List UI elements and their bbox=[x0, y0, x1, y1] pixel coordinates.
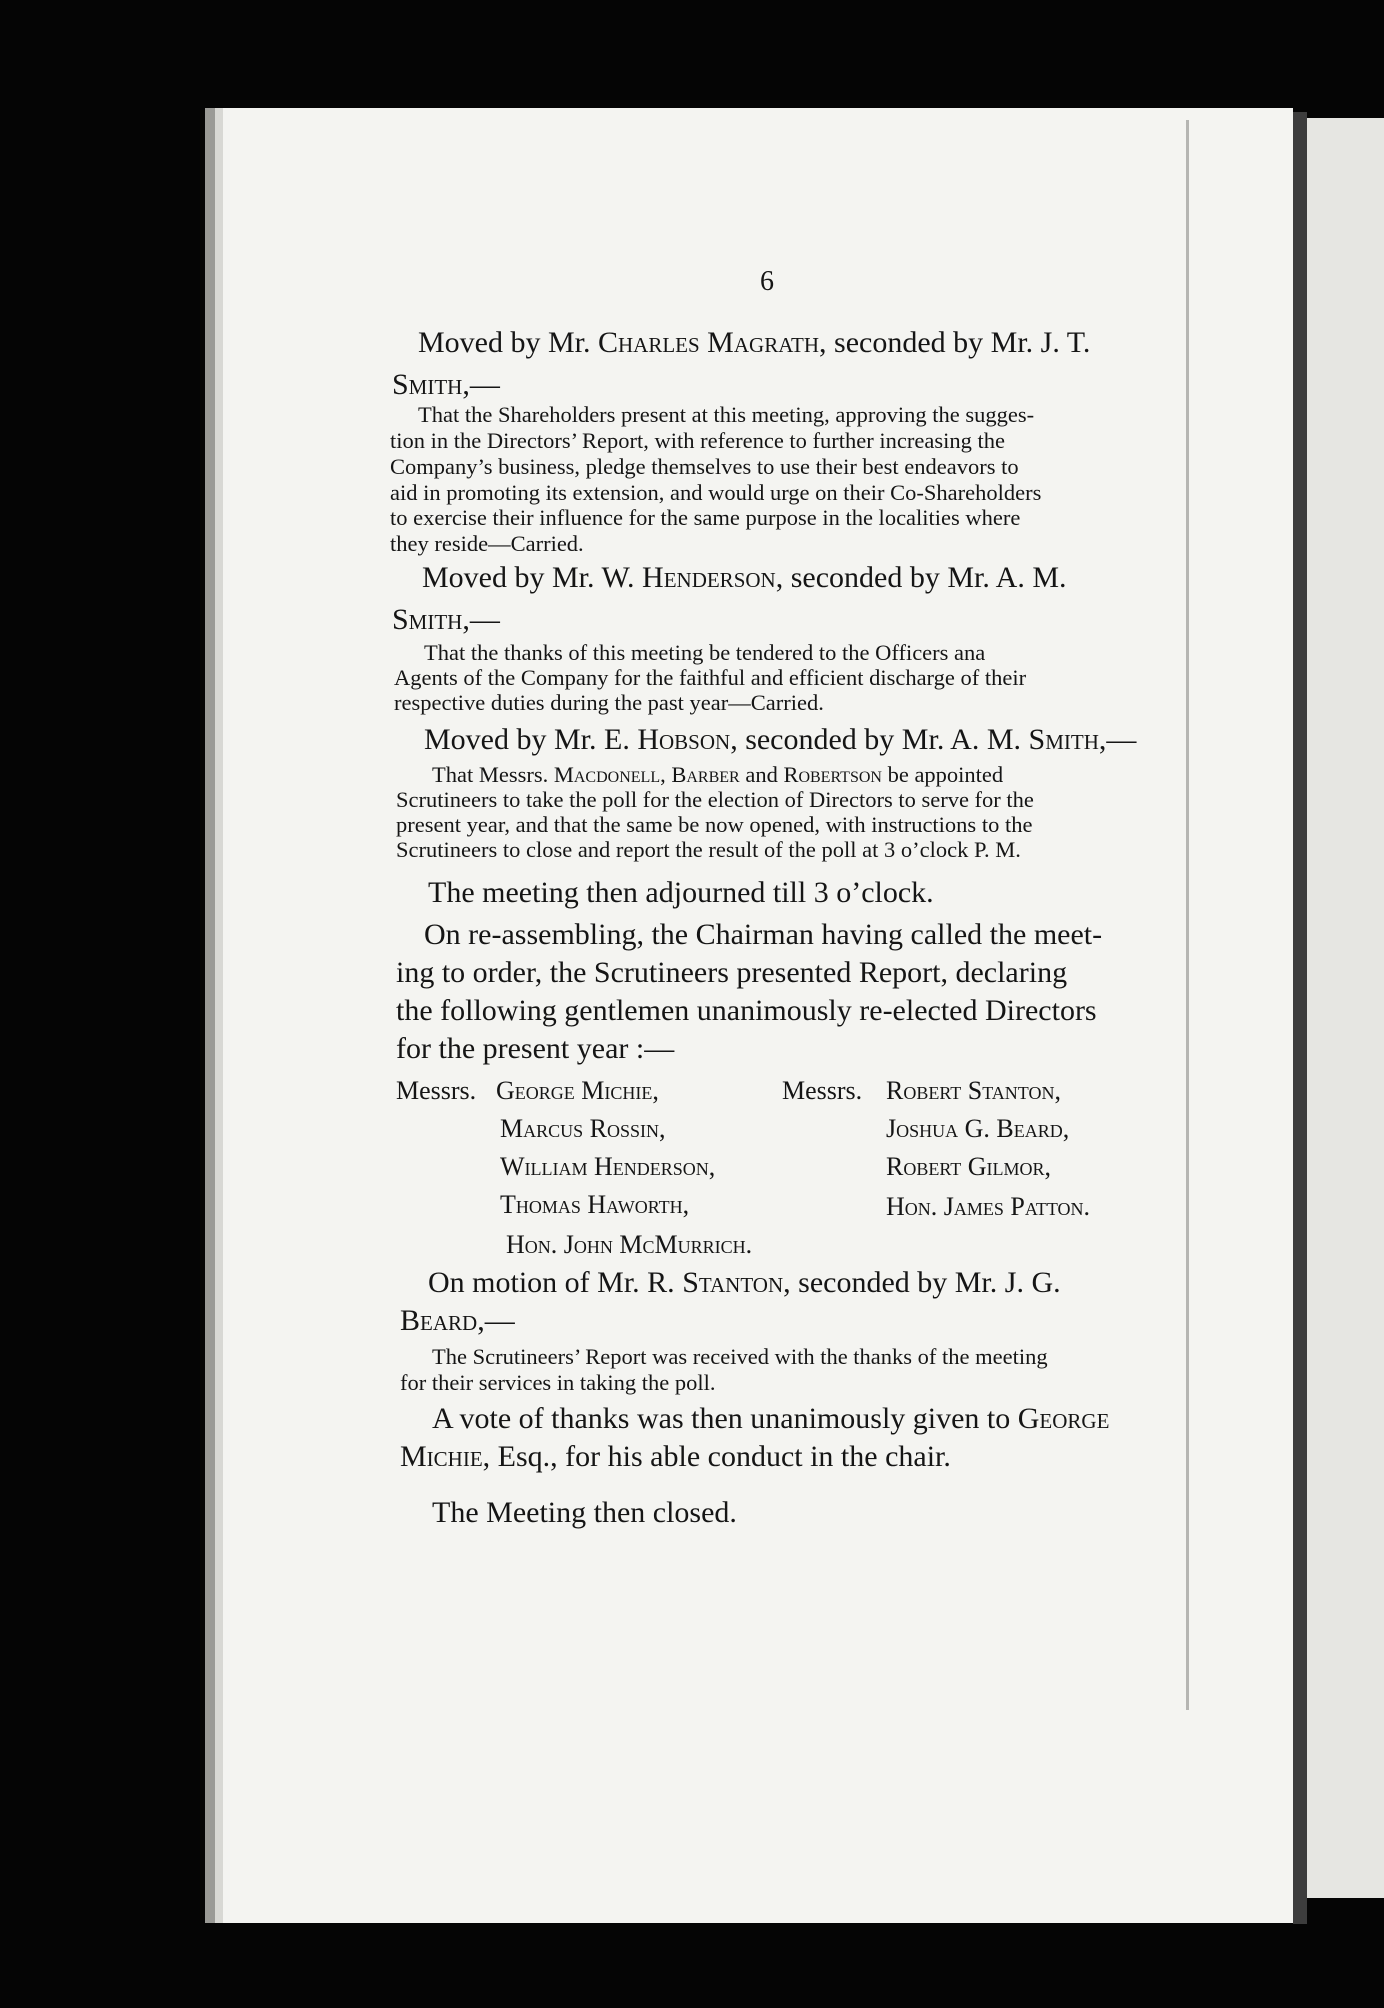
margin-rule bbox=[1186, 120, 1189, 1710]
motion-1-resolution-line: to exercise their influence for the same purpose in the localities where bbox=[390, 505, 1021, 530]
adjacent-page-edge bbox=[1307, 118, 1384, 1898]
motion-3-resolution-line: That Messrs. Macdonell, Barber and Robertson be appointed bbox=[432, 762, 1004, 787]
motion-4-resolution-line: The Scrutineers’ Report was received with the thanks of the meeting bbox=[432, 1344, 1048, 1369]
motion-4-resolution-line: for their services in taking the poll. bbox=[400, 1370, 716, 1395]
director-name: Robert Gilmor, bbox=[886, 1152, 1052, 1181]
motion-2-resolution-line: That the thanks of this meeting be tendered to the Officers ana bbox=[424, 640, 986, 665]
vote-of-thanks-line: A vote of thanks was then unanimously given to George bbox=[432, 1402, 1110, 1435]
director-name: William Henderson, bbox=[500, 1152, 716, 1181]
motion-4-heading: On motion of Mr. R. Stanton, seconded by Mr. J. G. bbox=[428, 1266, 1061, 1299]
page-number: 6 bbox=[760, 266, 774, 297]
motion-3-resolution-line: present year, and that the same be now opened, with instructions to the bbox=[396, 812, 1033, 837]
motion-3-heading: Moved by Mr. E. Hobson, seconded by Mr. A. M. Smith,— bbox=[424, 723, 1137, 756]
director-name: Marcus Rossin, bbox=[500, 1114, 666, 1143]
directors-prefix-right: Messrs. bbox=[782, 1076, 863, 1105]
motion-3-resolution-line: Scrutineers to close and report the result of the poll at 3 o’clock P. M. bbox=[396, 837, 1021, 862]
motion-2-resolution-line: Agents of the Company for the faithful and efficient discharge of their bbox=[394, 665, 1027, 690]
motion-1-seconder: Smith,— bbox=[392, 368, 500, 401]
page-edge-shadow bbox=[1293, 112, 1307, 1924]
director-name: Joshua G. Beard, bbox=[886, 1114, 1070, 1143]
reassembling-line: the following gentlemen unanimously re-elected Directors bbox=[396, 994, 1097, 1027]
director-name: George Michie, bbox=[496, 1076, 659, 1105]
directors-prefix-left: Messrs. bbox=[396, 1076, 477, 1105]
motion-2-heading: Moved by Mr. W. Henderson, seconded by Mr. A. M. bbox=[422, 561, 1067, 594]
director-name: Robert Stanton, bbox=[886, 1076, 1061, 1105]
director-name: Hon. James Patton. bbox=[886, 1192, 1091, 1221]
reassembling-line: ing to order, the Scrutineers presented Report, declaring bbox=[396, 956, 1068, 989]
motion-2-resolution-line: respective duties during the past year—Carried. bbox=[394, 690, 824, 715]
closing-text: The Meeting then closed. bbox=[432, 1496, 737, 1529]
director-name: Hon. John McMurrich. bbox=[506, 1230, 753, 1259]
motion-2-seconder: Smith,— bbox=[392, 603, 500, 636]
director-name: Thomas Haworth, bbox=[500, 1190, 690, 1219]
motion-1-resolution-line: aid in promoting its extension, and would urge on their Co-Shareholders bbox=[390, 480, 1042, 505]
adjournment-text: The meeting then adjourned till 3 o’clock. bbox=[428, 876, 934, 909]
vote-of-thanks-line: Michie, Esq., for his able conduct in the chair. bbox=[400, 1440, 951, 1473]
motion-4-seconder: Beard,— bbox=[400, 1304, 515, 1337]
motion-1-resolution-line: tion in the Directors’ Report, with reference to further increasing the bbox=[390, 428, 1005, 453]
motion-1-heading: Moved by Mr. Charles Magrath, seconded by Mr. J. T. bbox=[418, 326, 1091, 359]
motion-3-resolution-line: Scrutineers to take the poll for the election of Directors to serve for the bbox=[396, 787, 1034, 812]
motion-1-resolution-line: they reside—Carried. bbox=[390, 531, 584, 556]
reassembling-line: On re-assembling, the Chairman having called the meet- bbox=[424, 918, 1103, 951]
motion-1-resolution-line: Company’s business, pledge themselves to use their best endeavors to bbox=[390, 454, 1019, 479]
motion-1-resolution-line: That the Shareholders present at this meeting, approving the sugges- bbox=[418, 402, 1035, 427]
reassembling-line: for the present year :— bbox=[396, 1032, 675, 1065]
